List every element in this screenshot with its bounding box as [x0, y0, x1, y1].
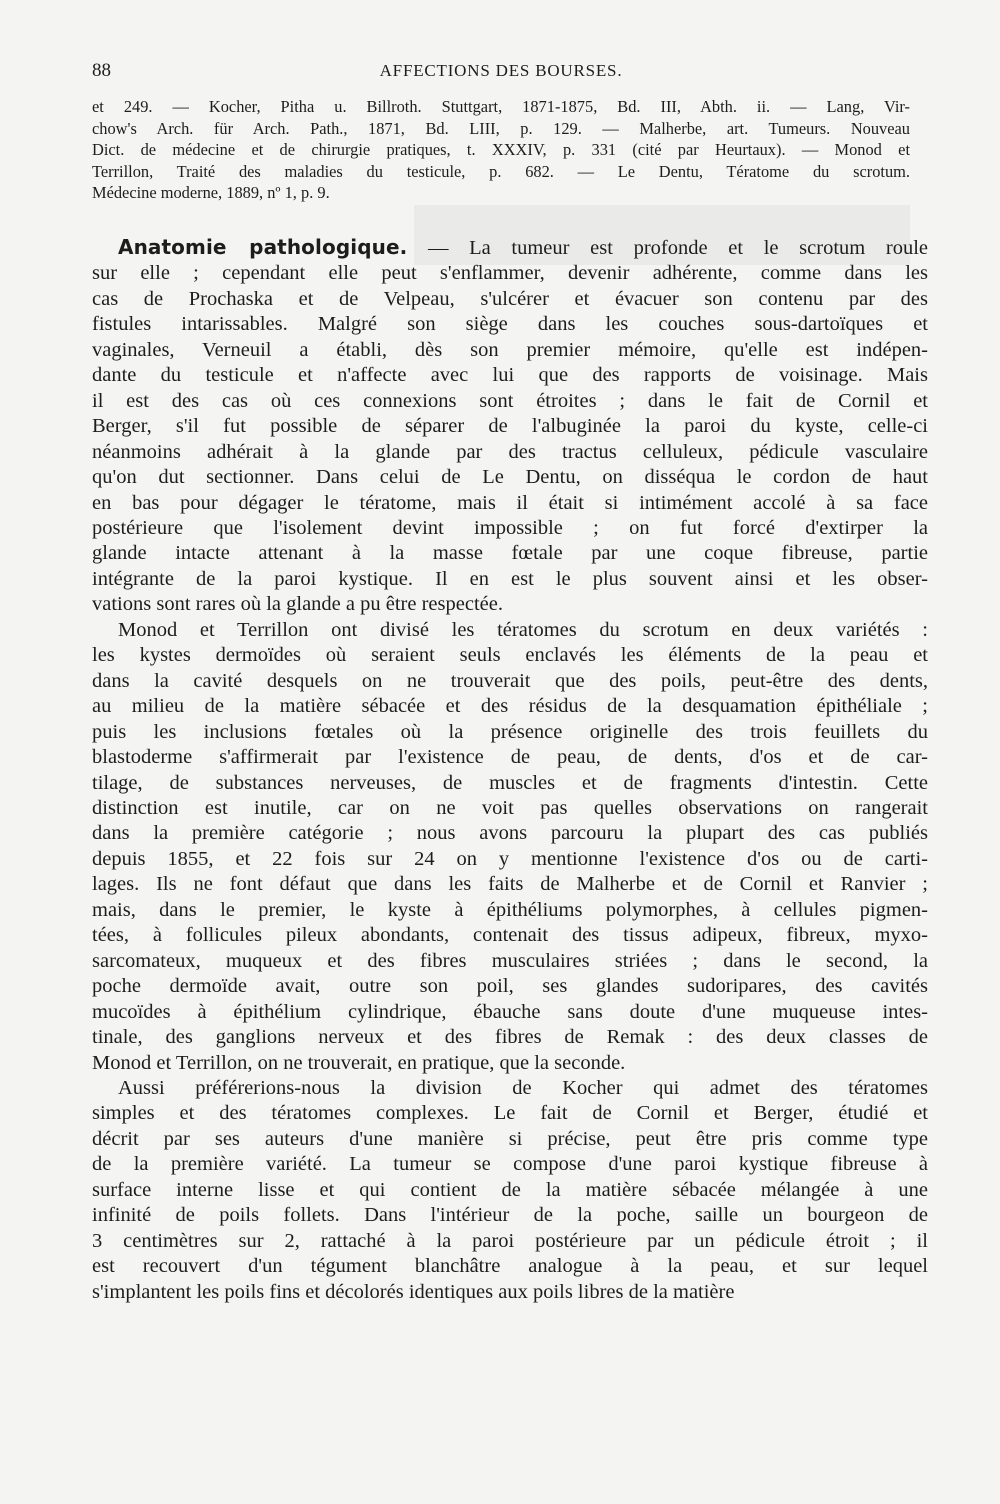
text-line: en bas pour dégager le tératome, mais il était si intimément accolé à sa face — [92, 491, 928, 514]
text-line: est recouvert d'un tégument blanchâtre analogue à la peau, et sur lequel — [92, 1255, 928, 1278]
reference-line: Médecine moderne, 1889, nº 1, p. 9. — [92, 183, 330, 203]
bibliographic-references — [92, 96, 910, 204]
running-header — [92, 60, 910, 88]
text-line: blastoderme s'affirmerait par l'existence de peau, de dents, d'os et de car- — [92, 746, 928, 769]
section-heading: Anatomie pathologique. — [118, 235, 408, 259]
text-line: poche dermoïde avait, outre son poil, ses glandes sudoripares, des cavités — [92, 975, 928, 998]
running-title: AFFECTIONS DES BOURSES. — [379, 61, 623, 80]
text-line: postérieure que l'isolement devint impossible ; on fut forcé d'extirper la — [92, 516, 928, 539]
text-line: de la première variété. La tumeur se compose d'une paroi kystique fibreuse à — [92, 1153, 928, 1176]
paragraph-monod-terrillon — [92, 618, 928, 1076]
heading-continuation: — La tumeur est profonde et le scrotum roule — [407, 237, 928, 259]
text-line: il est des cas où ces connexions sont étroites ; dans le fait de Cornil et — [92, 389, 928, 412]
text-line: s'implantent les poils fins et décolorés identiques aux poils libres de la matière — [92, 1280, 735, 1303]
paragraph-kocher-division — [92, 1076, 928, 1305]
text-line: vations sont rares où la glande a pu être respectée. — [92, 593, 503, 616]
text-line: vaginales, Verneuil a établi, dès son premier mémoire, qu'elle est indépen- — [92, 338, 928, 361]
text-line: les kystes dermoïdes où seraient seuls enclavés les éléments de la peau et — [92, 644, 928, 667]
text-line: Berger, s'il fut possible de séparer de l'albuginée la paroi du kyste, celle-ci — [92, 415, 928, 438]
paragraph-anatomie-pathologique — [92, 235, 928, 618]
text-line: puis les inclusions fœtales où la présence originelle des trois feuillets du — [92, 720, 928, 743]
text-line: 3 centimètres sur 2, rattaché à la paroi postérieure par un pédicule étroit ; il — [92, 1229, 928, 1252]
text-line: dans la cavité desquels on ne trouverait que des poils, peut-être des dents, — [92, 669, 928, 692]
text-line: Monod et Terrillon ont divisé les tératomes du scrotum en deux variétés : — [118, 618, 928, 641]
text-line: qu'on dut sectionner. Dans celui de Le Dentu, on disséqua le cordon de haut — [92, 466, 928, 489]
text-line: tées, à follicules pileux abondants, contenait des tissus adipeux, fibreux, myxo- — [92, 924, 928, 947]
text-line: simples et des tératomes complexes. Le fait de Cornil et Berger, étudié et — [92, 1102, 928, 1125]
main-text — [92, 235, 928, 1305]
text-line: au milieu de la matière sébacée et des résidus de la desquamation épithéliale ; — [92, 695, 928, 718]
text-line: néanmoins adhérait à la glande par des tractus celluleux, pédicule vasculaire — [92, 440, 928, 463]
text-line: glande intacte attenant à la masse fœtale par une coque fibreuse, partie — [92, 542, 928, 565]
reference-line: Terrillon, Traité des maladies du testicule, p. 682. — Le Dentu, Tératome du scrotum. — [92, 161, 910, 181]
text-line: tilage, de substances nerveuses, de muscles et de fragments d'intestin. Cette — [92, 771, 928, 794]
text-line: lages. Ils ne font défaut que dans les faits de Malherbe et de Cornil et Ranvier ; — [92, 873, 928, 896]
text-line: sur elle ; cependant elle peut s'enflammer, devenir adhérente, comme dans les — [92, 262, 928, 285]
text-line: surface interne lisse et qui contient de la matière sébacée mélangée à une — [92, 1178, 928, 1201]
text-line: dante du testicule et n'affecte avec lui que des rapports de voisinage. Mais — [92, 364, 928, 387]
text-line: Monod et Terrillon, on ne trouverait, en pratique, que la seconde. — [92, 1051, 626, 1074]
reference-line: et 249. — Kocher, Pitha u. Billroth. Stuttgart, 1871-1875, Bd. III, Abth. ii. — Lang, Vir- — [92, 97, 910, 116]
text-line: distinction est inutile, car on ne voit pas quelles observations on rangerait — [92, 796, 928, 819]
text-line: mucoïdes à épithélium cylindrique, ébauche sans doute d'une muqueuse intes- — [92, 1000, 928, 1023]
reference-line: Dict. de médecine et de chirurgie pratiques, t. XXXIV, p. 331 (cité par Heurtaux). — Monod et — [92, 140, 910, 160]
text-line: infinité de poils follets. Dans l'intérieur de la poche, saille un bourgeon de — [92, 1204, 928, 1227]
text-line: Aussi préférerions-nous la division de Kocher qui admet des tératomes — [118, 1076, 928, 1099]
paragraph-first-line — [92, 235, 928, 261]
text-line: mais, dans le premier, le kyste à épithéliums polymorphes, à cellules pigmen- — [92, 898, 928, 921]
page-number: 88 — [92, 60, 111, 81]
text-line: sarcomateux, muqueux et des fibres musculaires striées ; dans le second, la — [92, 949, 928, 972]
text-line: cas de Prochaska et de Velpeau, s'ulcérer et évacuer son contenu par des — [92, 287, 928, 310]
text-line: fistules intarissables. Malgré son siège dans les couches sous-dartoïques et — [92, 313, 928, 336]
text-line: dans la première catégorie ; nous avons parcouru la plupart des cas publiés — [92, 822, 928, 845]
text-line: intégrante de la paroi kystique. Il en est le plus souvent ainsi et les obser- — [92, 567, 928, 590]
text-line: tinale, des ganglions nerveux et des fibres de Remak : des deux classes de — [92, 1026, 928, 1049]
reference-line: chow's Arch. für Arch. Path., 1871, Bd. LIII, p. 129. — Malherbe, art. Tumeurs. Nouveau — [92, 118, 910, 138]
text-line: décrit par ses auteurs d'une manière si précise, peut être pris comme type — [92, 1127, 928, 1150]
text-line: depuis 1855, et 22 fois sur 24 on y mentionne l'existence d'os ou de carti- — [92, 847, 928, 870]
